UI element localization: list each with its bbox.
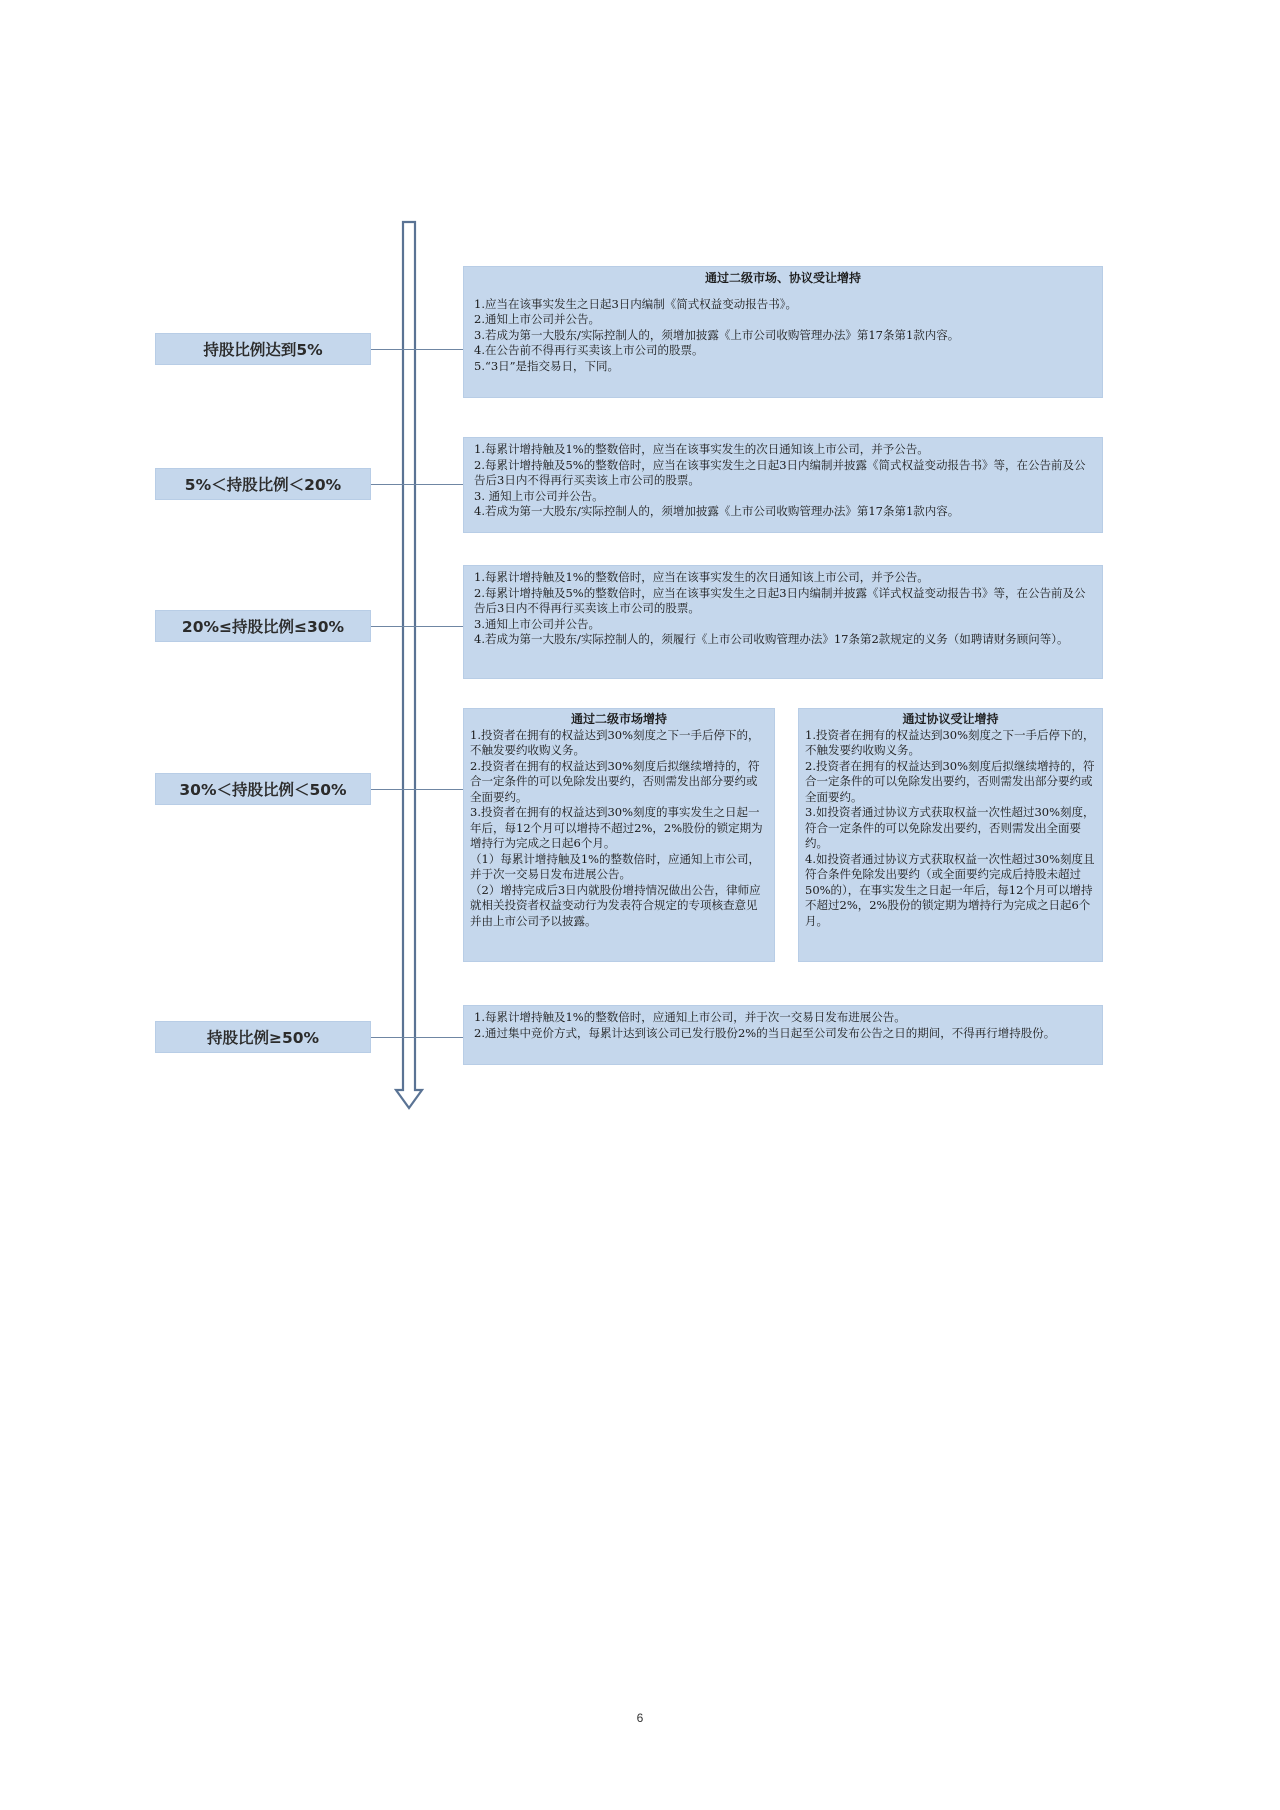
level-label-5pct: 持股比例达到5%	[155, 333, 371, 365]
level-label-30-50pct: 30%＜持股比例＜50%	[155, 773, 371, 805]
level-3-item: 2.每累计增持触及5%的整数倍时，应当在该事实发生之日起3日内编制并披露《详式权益变动报告书》等，在公告前及公告后3日内不得再行买卖该上市公司的股票。	[474, 585, 1086, 615]
level-4-left-title: 通过二级市场增持	[570, 712, 667, 726]
level-1-content-box	[463, 266, 1103, 398]
level-2-content-box	[463, 437, 1103, 533]
level-label-20-30pct: 20%≤持股比例≤30%	[155, 610, 371, 642]
level-5-item: 1.每累计增持触及1%的整数倍时，应通知上市公司，并于次一交易日发布进展公告。	[474, 1010, 906, 1024]
level-1-item: 4.在公告前不得再行买卖该上市公司的股票。	[474, 343, 704, 357]
level-4-left-item: 1.投资者在拥有的权益达到30%刻度之下一手后停下的，不触发要约收购义务。	[470, 727, 760, 757]
level-1-title: 通过二级市场、协议受让增持	[704, 271, 861, 285]
level-2-item: 3. 通知上市公司并公告。	[474, 488, 604, 503]
level-4-left-item: 3.投资者在拥有的权益达到30%刻度的事实发生之日起一年后，每12个月可以增持不超过2%，2%股份的锁定期为增持行为完成之日起6个月。	[470, 805, 763, 850]
level-label-50pct: 持股比例≥50%	[155, 1021, 371, 1053]
level-2-item: 1.每累计增持触及1%的整数倍时，应当在该事实发生的次日通知该上市公司，并予公告。	[474, 442, 929, 456]
connector-level-2	[371, 484, 463, 485]
level-3-item: 1.每累计增持触及1%的整数倍时，应当在该事实发生的次日通知该上市公司，并予公告。	[474, 570, 929, 584]
level-4-right-title: 通过协议受让增持	[902, 712, 999, 726]
level-4-right-box	[798, 708, 1103, 962]
level-label-5-20pct: 5%＜持股比例＜20%	[155, 468, 371, 500]
level-4-right-item: 4.如投资者通过协议方式获取权益一次性超过30%刻度且符合条件免除发出要约（或全面要约完成后持股未超过50%的），在事实发生之日起一年后，每12个月可以增持不超过2%，2%股份的锁定期为增持行为完成之日起6个月。	[805, 851, 1095, 928]
level-3-item: 4.若成为第一大股东/实际控制人的，须履行《上市公司收购管理办法》17条第2款规定的义务（如聘请财务顾问等）。	[474, 632, 1069, 646]
level-4-left-item: （2）增持完成后3日内就股份增持情况做出公告，律师应就相关投资者权益变动行为发表符合规定的专项核查意见并由上市公司予以披露。	[470, 882, 761, 928]
level-4-left-box	[463, 708, 775, 962]
level-1-item: 1.应当在该事实发生之日起3日内编制《简式权益变动报告书》。	[474, 296, 798, 311]
level-3-content-box	[463, 565, 1103, 679]
level-5-item: 2.通过集中竞价方式，每累计达到该公司已发行股份2%的当日起至公司发布公告之日的期间，不得再行增持股份。	[474, 1025, 1056, 1040]
level-4-right-item: 2.投资者在拥有的权益达到30%刻度后拟继续增持的，符合一定条件的可以免除发出要约，否则需发出部分要约或全面要约。	[805, 758, 1095, 804]
level-4-right-item: 1.投资者在拥有的权益达到30%刻度之下一手后停下的，不触发要约收购义务。	[805, 727, 1095, 757]
level-5-content-box	[463, 1005, 1103, 1065]
level-4-left-item: 2.投资者在拥有的权益达到30%刻度后拟继续增持的，符合一定条件的可以免除发出要约，否则需发出部分要约或全面要约。	[470, 758, 760, 804]
connector-level-4	[371, 789, 463, 790]
connector-level-5	[371, 1037, 463, 1038]
connector-level-3	[371, 626, 463, 627]
level-3-item: 3.通知上市公司并公告。	[474, 616, 600, 631]
level-4-left-item: （1）每累计增持触及1%的整数倍时，应通知上市公司，并于次一交易日发布进展公告。	[470, 851, 761, 881]
connector-level-1	[371, 349, 463, 350]
level-2-item: 4.若成为第一大股东/实际控制人的，须增加披露《上市公司收购管理办法》第17条第1款内容。	[474, 504, 960, 518]
level-1-item: 5.“3日”是指交易日，下同。	[474, 358, 620, 373]
level-2-item: 2.每累计增持触及5%的整数倍时，应当在该事实发生之日起3日内编制并披露《简式权益变动报告书》等，在公告前及公告后3日内不得再行买卖该上市公司的股票。	[474, 457, 1086, 487]
level-1-item: 2.通知上市公司并公告。	[474, 312, 600, 326]
level-1-item: 3.若成为第一大股东/实际控制人的，须增加披露《上市公司收购管理办法》第17条第1款内容。	[474, 327, 960, 342]
level-4-right-item: 3.如投资者通过协议方式获取权益一次性超过30%刻度，符合一定条件的可以免除发出要约，否则需发出全面要约。	[805, 805, 1095, 850]
page-number: 6	[636, 1711, 644, 1725]
